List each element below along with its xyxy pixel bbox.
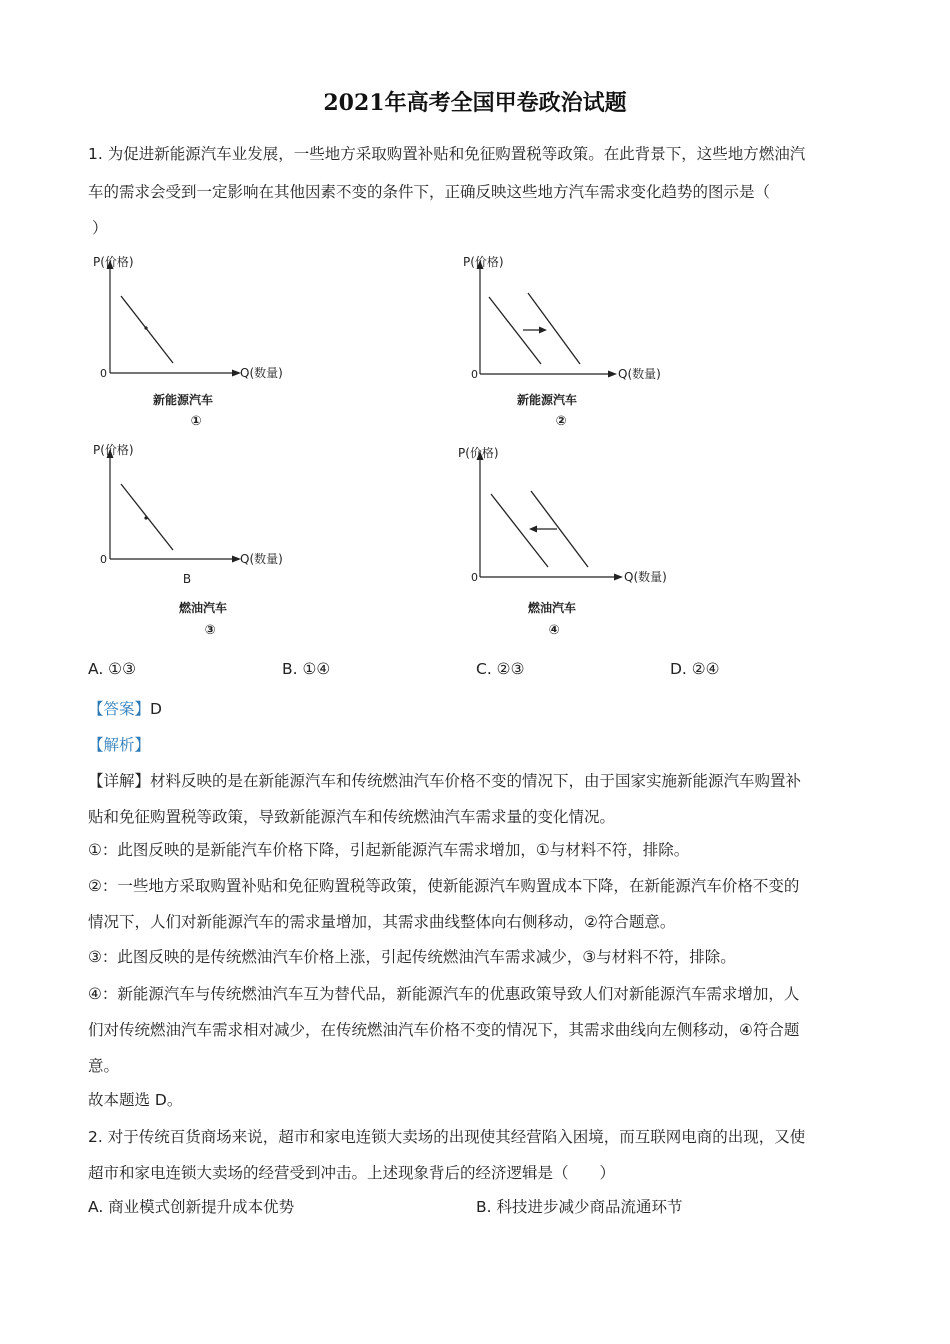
detail-line-9: 意。 [88,1057,120,1075]
price-axis-label: P(价格) [458,446,499,460]
detail-line-8: 们对传统燃油汽车需求相对减少，在传统燃油汽车价格不变的情况下，其需求曲线向左侧移动，④符合题 [88,1021,800,1039]
detail-line-7: ④：新能源汽车与传统燃油汽车互为替代品，新能源汽车的优惠政策导致人们对新能源汽车需求增加，人 [88,985,800,1003]
detail-line-3: ①：此图反映的是新能汽车价格下降，引起新能源汽车需求增加，①与材料不符，排除。 [88,841,690,859]
figure-number: ③ [204,623,216,638]
figure-number: ② [555,414,567,429]
detail-line-1: 【详解】材料反映的是在新能源汽车和传统燃油汽车价格不变的情况下，由于国家实施新能源汽车购置补 [88,772,802,790]
origin-label: 0 [471,368,478,381]
answer-tag: 【答案】 [88,700,151,718]
detail-line-4: ②：一些地方采取购置补贴和免征购置税等政策，使新能源汽车购置成本下降，在新能源汽车价格不变的 [88,877,800,895]
q1-option-d[interactable]: D. ②④ [670,660,720,678]
figure-number: ① [190,414,202,429]
q1-answer-row [88,697,162,719]
q2-stem-line-2: 超市和家电连锁大卖场的经营受到冲击。上述现象背后的经济逻辑是（ ） [88,1164,616,1182]
figure-2 [455,248,685,433]
demand-curve-shifted [491,494,548,567]
origin-label: 0 [100,367,107,380]
detail-line-2: 贴和免征购置税等政策，导致新能源汽车和传统燃油汽车需求量的变化情况。 [88,808,616,826]
price-axis-label: P(价格) [93,255,134,269]
q1-option-a[interactable]: A. ①③ [88,660,136,678]
price-axis-label: P(价格) [463,255,504,269]
price-axis-label: P(价格) [93,443,134,457]
answer-value: D [150,700,162,718]
q1-stem-line-1: 1. 为促进新能源汽车业发展，一些地方采取购置补贴和免征购置税等政策。在此背景下，这些地方燃油汽 [88,145,806,163]
figure-caption: 新能源汽车 [152,393,214,407]
figure-sublabel: B [182,572,192,586]
q1-option-c[interactable]: C. ②③ [476,660,525,678]
q2-stem-line-1: 2. 对于传统百货商场来说，超市和家电连锁大卖场的出现使其经营陷入困境，而互联网电商的出现，又使 [88,1128,806,1146]
analysis-tag: 【解析】 [88,736,151,754]
quantity-axis-label: Q(数量) [618,367,661,381]
q2-option-b[interactable]: B. 科技进步减少商品流通环节 [476,1198,683,1216]
quantity-axis-label: Q(数量) [624,570,667,584]
origin-label: 0 [100,553,107,566]
demand-curve [121,296,173,363]
figure-caption: 燃油汽车 [178,601,228,615]
figure-number: ④ [548,623,560,638]
figure-4 [455,437,695,642]
detail-line-6: ③：此图反映的是传统燃油汽车价格上涨，引起传统燃油汽车需求减少，③与材料不符，排除。 [88,948,736,966]
origin-label: 0 [471,571,478,584]
figure-1 [85,248,300,433]
q1-stem-line-2: 车的需求会受到一定影响在其他因素不变的条件下，正确反映这些地方汽车需求变化趋势的图示是（ [88,183,771,201]
quantity-axis-label: Q(数量) [240,552,283,566]
q1-stem-line-3: ） [92,219,108,237]
detail-line-10: 故本题选 D。 [88,1091,183,1109]
q2-option-a[interactable]: A. 商业模式创新提升成本优势 [88,1198,295,1216]
paper-title: 2021年高考全国甲卷政治试题 [323,90,627,116]
figure-caption: 新能源汽车 [516,393,578,407]
demand-curve-shifted [528,293,580,364]
q1-option-b[interactable]: B. ①④ [282,660,331,678]
figure-caption: 燃油汽车 [527,601,577,615]
detail-line-5: 情况下，人们对新能源汽车的需求量增加，其需求曲线整体向右侧移动，②符合题意。 [88,913,676,931]
quantity-axis-label: Q(数量) [240,366,283,380]
figure-3 [85,437,300,642]
